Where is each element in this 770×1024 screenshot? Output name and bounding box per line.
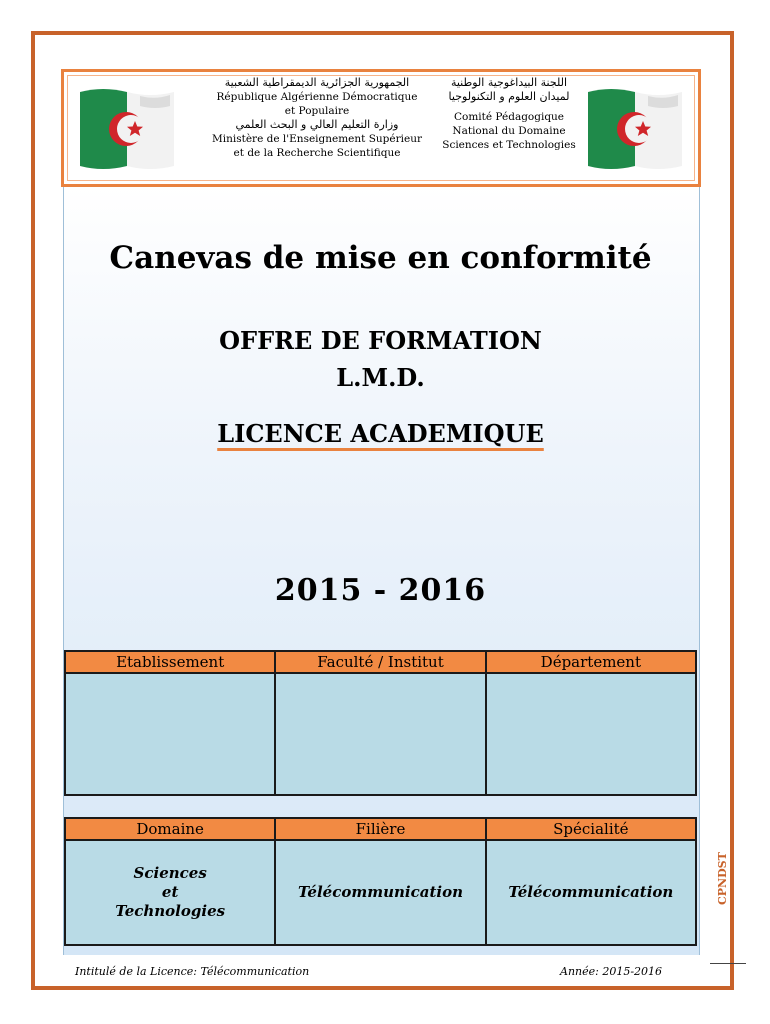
institution-table [64, 650, 697, 796]
domaine-line-3: Technologies [115, 902, 226, 920]
committee-arabic-2: لميدان العلوم و التكنولوجيا [448, 90, 570, 103]
domaine-line-1: Sciences [133, 864, 207, 882]
footer-licence-title: Intitulé de la Licence: Télécommunication [75, 965, 310, 978]
cell-faculte[interactable] [275, 673, 485, 795]
licence-text: LICENCE ACADEMIQUE [217, 419, 544, 448]
side-divider [710, 963, 746, 964]
cpndst-side-mark: CPNDST [716, 852, 729, 905]
cell-domaine [65, 840, 275, 945]
ministry-arabic: وزارة التعليم العالي و البحث العلمي [235, 118, 399, 131]
republic-french-1: République Algérienne Démocratique [216, 91, 418, 103]
cell-etablissement[interactable] [65, 673, 275, 795]
header-faculte: Faculté / Institut [275, 651, 485, 673]
header-filiere: Filière [275, 818, 485, 840]
header-domaine: Domaine [65, 818, 275, 840]
republic-french-2: et Populaire [284, 105, 350, 117]
offre-heading: OFFRE DE FORMATION [219, 326, 542, 355]
academic-years: 2015 - 2016 [274, 573, 487, 608]
header-left-column [202, 76, 432, 160]
lmd-heading: L.M.D. [336, 363, 425, 392]
committee-french-1: Comité Pédagogique [453, 111, 565, 123]
ministry-french-1: Ministère de l'Enseignement Supérieur [212, 133, 422, 145]
domain-table [64, 817, 697, 946]
cell-filiere: Télécommunication [275, 840, 485, 945]
committee-arabic-1: اللجنة البيداغوجية الوطنية [450, 76, 568, 89]
licence-heading [63, 419, 698, 448]
algeria-flag-left [80, 86, 174, 172]
committee-french-3: Sciences et Technologies [442, 139, 576, 151]
algeria-flag-right [588, 86, 682, 172]
header-right-column [434, 76, 584, 152]
header-box [61, 69, 701, 187]
republic-arabic: الجمهورية الجزائرية الديمقراطية الشعبية [224, 76, 410, 89]
ministry-french-2: et de la Recherche Scientifique [233, 147, 401, 159]
document-title: Canevas de mise en conformité [109, 240, 652, 276]
cell-specialite: Télécommunication [486, 840, 696, 945]
header-departement: Département [486, 651, 696, 673]
cell-departement[interactable] [486, 673, 696, 795]
header-specialite: Spécialité [486, 818, 696, 840]
domaine-line-2: et [161, 883, 179, 901]
footer-year: Année: 2015-2016 [560, 965, 663, 978]
header-etablissement: Etablissement [65, 651, 275, 673]
committee-french-2: National du Domaine [452, 125, 566, 137]
